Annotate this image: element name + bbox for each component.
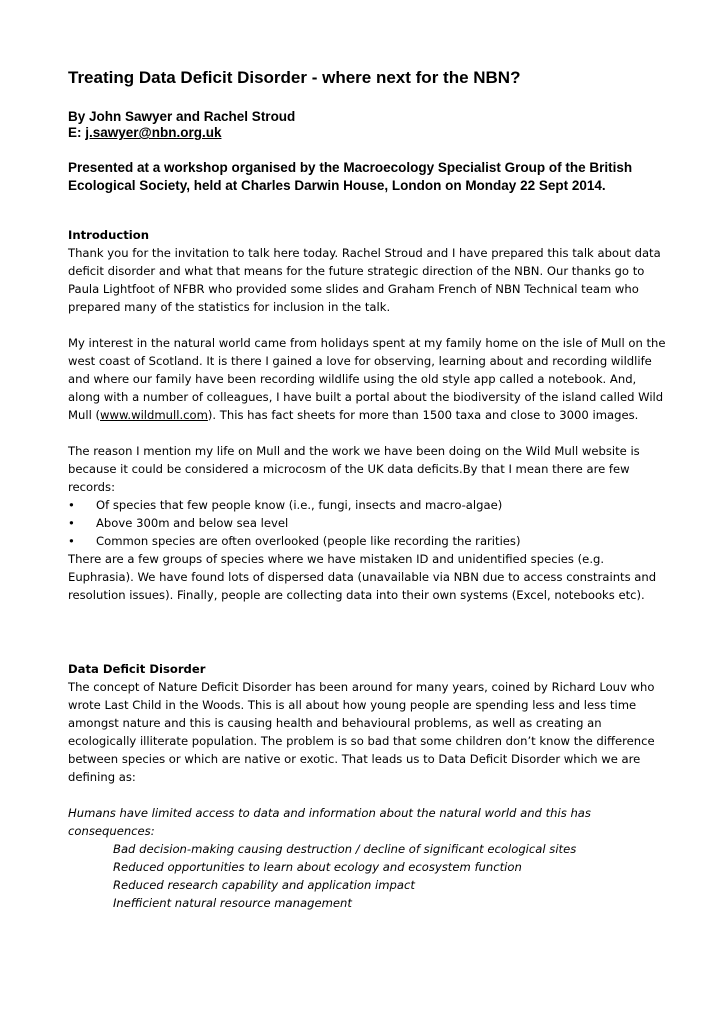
list-item: • Common species are often overlooked (people like recording the rarities) <box>68 534 521 548</box>
list-item: Inefficient natural resource management <box>113 896 352 910</box>
bullet-icon: • <box>68 498 75 512</box>
bullet-icon: • <box>68 534 75 548</box>
bullet-icon: • <box>68 516 75 530</box>
data-deficit-section <box>68 660 668 912</box>
author-block <box>68 109 295 141</box>
introduction-section <box>68 226 668 604</box>
list-item: Reduced research capability and application impact <box>113 878 415 892</box>
intro-paragraph-2: My interest in the natural world came from holidays spent at my family home on the isle of Mull on the west coast of Scotland. It is there I gained a love for observing, learning about and recording wildlife and where our family have been recording wildlife using the old style app called a notebook. And, along with a number of colleagues, I have built a portal about the biodiversity of the island called Wild Mull (www.wildmull.com). This has fact sheets for more than 1500 taxa and close to 3000 images. <box>68 336 666 422</box>
list-item: Reduced opportunities to learn about ecology and ecosystem function <box>113 860 522 874</box>
byline: By John Sawyer and Rachel Stroud <box>68 109 296 124</box>
intro-paragraph-1: Thank you for the invitation to talk here today. Rachel Stroud and I have prepared this talk about data deficit disorder and what that means for the future strategic direction of the NBN. Our thanks go to Paula Lightfoot of NFBR who provided some slides and Graham French of NBN Technical team who prepared many of the statistics for inclusion in the talk. <box>68 246 661 314</box>
ddd-definition: Humans have limited access to data and information about the natural world and this has consequences: <box>68 806 591 838</box>
list-item: • Of species that few people know (i.e., fungi, insects and macro-algae) <box>68 498 503 512</box>
list-item: Bad decision-making causing destruction / decline of significant ecological sites <box>113 842 577 856</box>
email-link[interactable]: j.sawyer@nbn.org.uk <box>85 125 222 140</box>
ddd-paragraph-1: The concept of Nature Deficit Disorder has been around for many years, coined by Richard Louv who wrote Last Child in the Woods. This is all about how young people are spending less and less time amongst nature and this is causing health and behavioural problems, as well as creating an ecologically illiterate population. The problem is so bad that some children don’t know the difference between species or which are native or exotic. That leads us to Data Deficit Disorder which we are defining as: <box>68 680 655 784</box>
document-title: Treating Data Deficit Disorder - where next for the NBN? <box>68 68 521 87</box>
wildmull-link[interactable]: www.wildmull.com <box>100 408 208 422</box>
presented-note: Presented at a workshop organised by the Macroecology Specialist Group of the British Ecological Society, held at Charles Darwin House, London on Monday 22 Sept 2014. <box>68 160 633 193</box>
introduction-heading: Introduction <box>68 228 149 242</box>
list-item: • Above 300m and below sea level <box>68 516 289 530</box>
data-deficit-heading: Data Deficit Disorder <box>68 662 206 676</box>
email-line <box>68 125 295 141</box>
email-label: E: <box>68 125 82 140</box>
intro-paragraph-3: The reason I mention my life on Mull and the work we have been doing on the Wild Mull website is because it could be considered a microcosm of the UK data deficits.By that I mean there are few records: <box>68 444 640 494</box>
intro-paragraph-4: There are a few groups of species where we have mistaken ID and unidentified species (e.g. Euphrasia). We have found lots of dispersed data (unavailable via NBN due to access constraints and resolution issues). Finally, people are collecting data into their own systems (Excel, notebooks etc). <box>68 552 657 602</box>
